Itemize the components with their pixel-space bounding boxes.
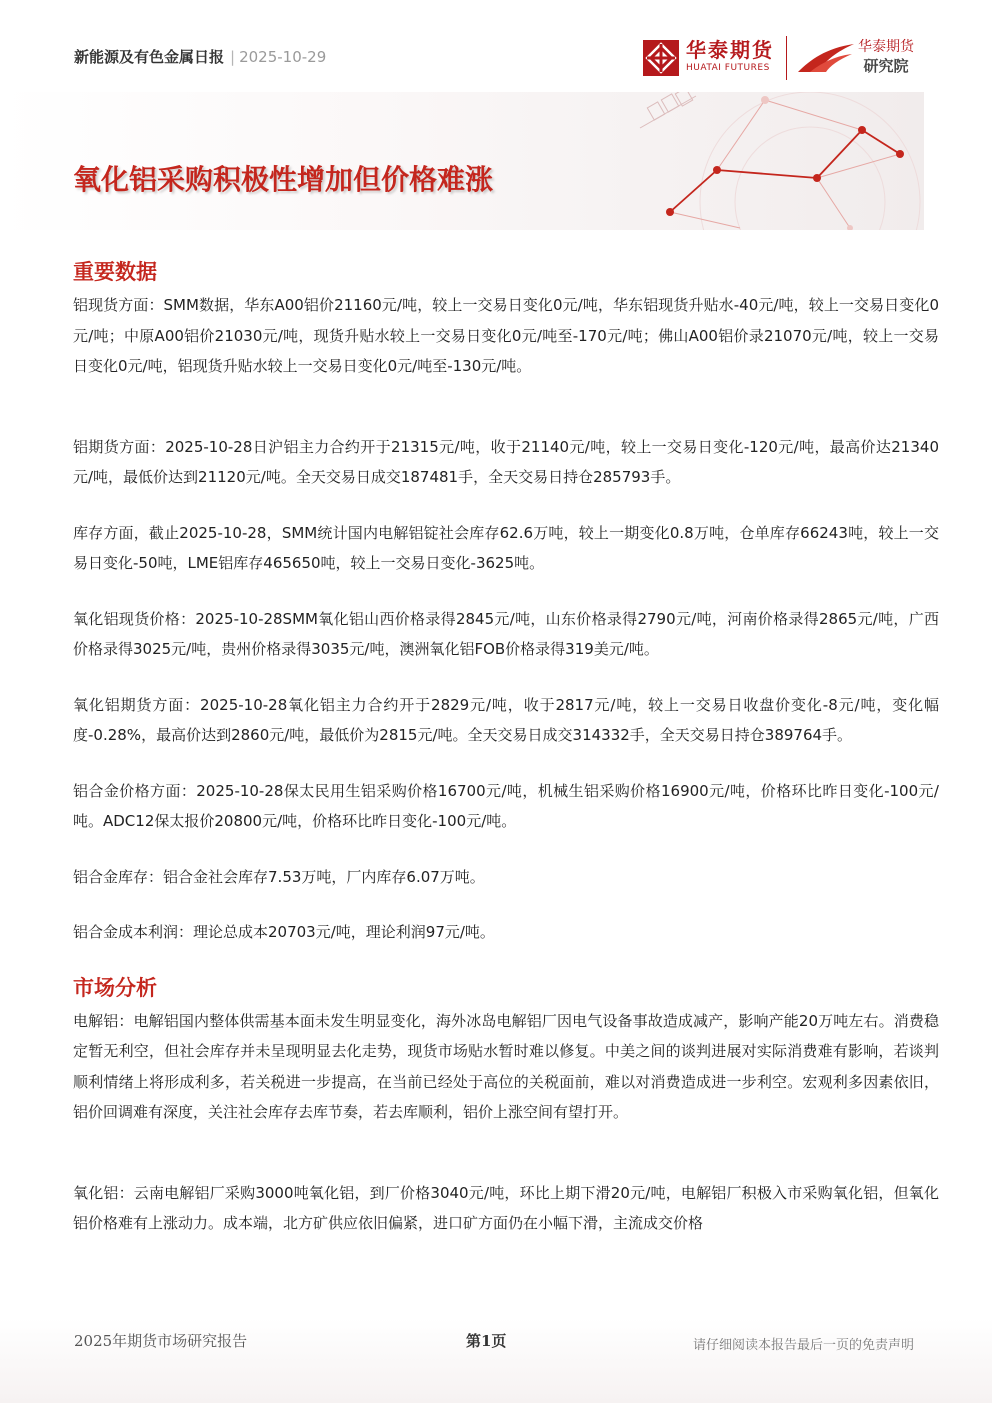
institute-logo-icon [796,40,856,76]
paragraph-alumina-futures: 氧化铝期货方面：2025-10-28氧化铝主力合约开于2829元/吨，收于2817元/吨，较上一交易日收盘价变化-8元/吨，变化幅度-0.28%，最高价达到2860元/吨，最低价为2815元/吨。全天交易日成交314332手，全天交易日持仓389764手。 [73,695,939,744]
section-heading-key-data: 重要数据 [73,260,157,284]
footer-report-title: 2025年期货市场研究报告 [74,1332,248,1350]
institute-line2: 研究院 [863,57,909,75]
brand-name [686,38,774,74]
report-header-line [74,46,326,67]
paragraph-alloy-profit: 铝合金成本利润：理论总成本20703元/吨，理论利润97元/吨。 [73,923,495,941]
header-separator: | [230,48,236,66]
paragraph-alumina-spot: 氧化铝现货价格：2025-10-28SMM氧化铝山西价格录得2845元/吨，山东价格录得2790元/吨，河南价格录得2865元/吨，广西价格录得3025元/吨，贵州价格录得3035元/吨，澳洲氧化铝FOB价格录得319美元/吨。 [73,609,939,658]
spacer [73,665,939,690]
spacer [73,579,939,604]
spacer [73,892,939,917]
institute-name [858,38,914,76]
spacer [73,837,939,862]
page-header [0,0,992,90]
paragraph-alloy-inventory: 铝合金库存：铝合金社会库存7.53万吨，厂内库存6.07万吨。 [73,867,485,886]
paragraph-alloy-price: 铝合金价格方面：2025-10-28保太民用生铝采购价格16700元/吨，机械生铝采购价格16900元/吨，价格环比昨日变化-100元/吨。ADC12保太报价20800元/吨，价格环比昨日变化-100元/吨。 [73,781,939,830]
paragraph-inventory: 库存方面，截止2025-10-28，SMM统计国内电解铝锭社会库存62.6万吨，较上一期变化0.8万吨，仓单库存66243吨，较上一交易日变化-50吨，LME铝库存465650吨，较上一交易日变化-3625吨。 [73,523,939,572]
spacer [73,751,939,776]
paragraph-alumina-analysis: 氧化铝：云南电解铝厂采购3000吨氧化铝，到厂价格3040元/吨，环比上期下滑20元/吨，电解铝厂积极入市采购氧化铝，但氧化铝价格难有上涨动力。成本端，北方矿供应依旧偏紧，进口矿方面仍在小幅下滑，主流成交价格 [73,1183,939,1232]
paragraph-electrolytic-aluminum: 电解铝：电解铝国内整体供需基本面未发生明显变化，海外冰岛电解铝厂因电气设备事故造成减产，影响产能20万吨左右。消费稳定暂无利空，但社会库存并未呈现明显去化走势，现货市场贴水暂时难以修复。中美之间的谈判进展对实际消费难有影响，若谈判顺利情绪上将形成利多，若关税进一步提高，在当前已经处于高位的关税面前，难以对消费造成进一步利空。宏观利多因素依旧，铝价回调难有深度，关注社会库存去库节奏，若去库顺利，铝价上涨空间有望打开。 [73,1011,939,1121]
brand-name-cn: 华泰期货 [686,38,774,62]
institute-line1: 华泰期货 [858,39,914,55]
spacer [73,948,939,970]
footer-disclaimer-note: 请仔细阅读本报告最后一页的免责声明 [692,1338,914,1353]
paragraph-aluminum-spot: 铝现货方面：SMM数据，华东A00铝价21160元/吨，较上一交易日变化0元/吨，华东铝现货升贴水-40元/吨，较上一交易日变化0元/吨；中原A00铝价21030元/吨，现货升贴水较上一交易日变化0元/吨至-170元/吨；佛山A00铝价录21070元/吨，较上一交易日变化0元/吨，铝现货升贴水较上一交易日变化0元/吨至-130元/吨。 [73,296,939,375]
header-divider [786,36,787,80]
brand-name-en: HUATAI FUTURES [686,63,770,73]
network-decoration-icon [600,92,924,230]
report-date: 2025-10-29 [239,48,327,66]
report-body [73,254,939,1239]
section-heading-market-analysis: 市场分析 [73,975,157,1000]
report-name: 新能源及有色金属日报 [74,48,225,66]
huatai-logo-icon [643,40,679,76]
footer-page-number: 第1页 [466,1332,507,1350]
spacer [73,382,939,432]
page-title: 氧化铝采购积极性增加但价格难涨 [73,163,494,196]
spacer [73,1128,939,1178]
paragraph-aluminum-futures: 铝期货方面：2025-10-28日沪铝主力合约开于21315元/吨，收于21140元/吨，较上一交易日变化-120元/吨，最高价达21340元/吨，最低价达到21120元/吨。全天交易日成交187481手，全天交易日持仓285793手。 [73,437,939,486]
spacer [73,493,939,518]
